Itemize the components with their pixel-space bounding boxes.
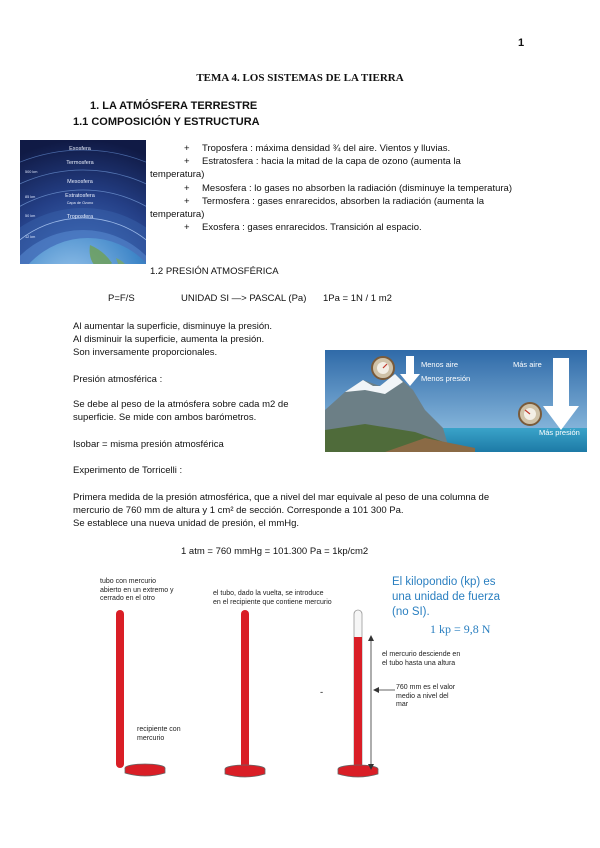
torricelli-diagram bbox=[95, 605, 395, 780]
page-number: 1 bbox=[518, 37, 525, 49]
mercury-dish-1 bbox=[125, 764, 165, 776]
label-760mm: 760 mm es el valor medio a nivel del mar bbox=[396, 684, 456, 708]
label-mesosfera: Mesosfera bbox=[67, 179, 93, 185]
layer-item-exosfera: + Exosfera : gases enrarecidos. Transición al espacio. bbox=[184, 222, 422, 234]
mas-aire-label: Más aire bbox=[513, 360, 542, 369]
formula-unit: UNIDAD SI —> PASCAL (Pa) bbox=[181, 293, 307, 304]
mercury-dish-2 bbox=[225, 765, 265, 777]
dash-mark: - bbox=[320, 687, 324, 698]
pointer-arrow-icon bbox=[373, 687, 379, 693]
torricelli-label: Experimento de Torricelli : bbox=[73, 465, 183, 476]
altitude-50km: 50 km bbox=[25, 214, 36, 218]
formula-pascal: 1Pa = 1N / 1 m2 bbox=[323, 293, 392, 304]
formula-pfs: P=F/S bbox=[108, 293, 135, 304]
arrow-up-icon bbox=[368, 635, 374, 641]
label-exosfera: Exosfera bbox=[69, 146, 91, 152]
pressure-altitude-image bbox=[325, 350, 587, 452]
layers-list bbox=[150, 142, 520, 234]
paragraph-superficie: Al aumentar la superficie, disminuye la presión. Al disminuir la superficie, aumenta la presión. Son inversamente proporcionales. bbox=[73, 321, 273, 359]
label-estratosfera: Estratosfera bbox=[65, 193, 95, 199]
label-tubo-mercurio: tubo con mercurio abierto en un extremo y cerrado en el otro bbox=[100, 578, 174, 602]
presion-atmosferica-label: Presión atmosférica : bbox=[73, 374, 163, 385]
layer-item-termosfera: + Termosfera : gases enrarecidos, absorben la radiación (aumenta la bbox=[184, 195, 484, 207]
menos-aire-label: Menos aire bbox=[421, 360, 459, 369]
atmosphere-layers-image bbox=[20, 140, 146, 264]
altitude-500km: 500 km bbox=[25, 170, 38, 174]
section-heading-presion: 1.2 PRESIÓN ATMOSFÉRICA bbox=[150, 266, 279, 277]
kilopondio-equation: 1 kp = 9,8 N bbox=[430, 622, 491, 636]
label-recipiente: recipiente con mercurio bbox=[137, 726, 181, 742]
paragraph-peso-atmosfera: Se debe al peso de la atmósfera sobre cada m2 de superficie. Se mide con ambos barómetros. bbox=[73, 399, 289, 424]
label-troposfera: Troposfera bbox=[66, 214, 94, 220]
section-heading-atmosfera: 1. LA ATMÓSFERA TERRESTRE bbox=[90, 100, 258, 112]
document-title: TEMA 4. LOS SISTEMAS DE LA TIERRA bbox=[196, 72, 404, 84]
altitude-85km: 85 km bbox=[25, 195, 36, 199]
layer-item-termosfera-cont: temperatura) bbox=[150, 209, 205, 221]
menos-presion-label: Menos presión bbox=[421, 374, 471, 383]
label-capa-ozono: Capa de Ozono bbox=[66, 201, 94, 205]
mercury-tube-1 bbox=[116, 610, 124, 768]
isobar-definition: Isobar = misma presión atmosférica bbox=[73, 439, 224, 450]
unit-equivalence: 1 atm = 760 mmHg = 101.300 Pa = 1kp/cm2 bbox=[181, 546, 369, 557]
plus-bullet-icon: + bbox=[184, 156, 190, 168]
layer-item-mesosfera: + Mesosfera : lo gases no absorben la radiación (disminuye la temperatura) bbox=[184, 182, 512, 194]
mercury-column-3 bbox=[354, 637, 362, 770]
altitude-12km: 12 km bbox=[25, 235, 36, 239]
mercury-tube-2 bbox=[241, 610, 249, 770]
paragraph-torricelli: Primera medida de la presión atmosférica, que a nivel del mar equivale al peso de una columna de mercurio de 760 mm de altura y 1 cm² de sección. Corresponde a 101 300 Pa. Se establece una nueva unidad de presión, el mmHg. bbox=[73, 492, 490, 530]
label-tubo-vuelta: el tubo, dado la vuelta, se introduce en el recipiente que contiene mercurio bbox=[213, 590, 332, 606]
layer-item-estratosfera-cont: temperatura) bbox=[150, 169, 205, 181]
layer-item-estratosfera: + Estratosfera : hacia la mitad de la capa de ozono (aumenta la bbox=[184, 156, 461, 168]
plus-bullet-icon: + bbox=[184, 182, 190, 194]
section-heading-composicion: 1.1 COMPOSICIÓN Y ESTRUCTURA bbox=[73, 116, 260, 128]
layer-item-troposfera: + Troposfera : máxima densidad ¾ del aire. Vientos y lluvias. bbox=[184, 143, 451, 154]
plus-bullet-icon: + bbox=[184, 222, 190, 234]
plus-bullet-icon: + bbox=[184, 143, 190, 154]
label-mercurio-desciende: el mercurio desciende en el tubo hasta una altura bbox=[382, 651, 461, 667]
mas-presion-label: Más presión bbox=[539, 428, 580, 437]
plus-bullet-icon: + bbox=[184, 195, 190, 207]
label-termosfera: Termosfera bbox=[66, 160, 94, 166]
kilopondio-note: El kilopondio (kp) es una unidad de fuerza (no SI). bbox=[392, 576, 501, 618]
